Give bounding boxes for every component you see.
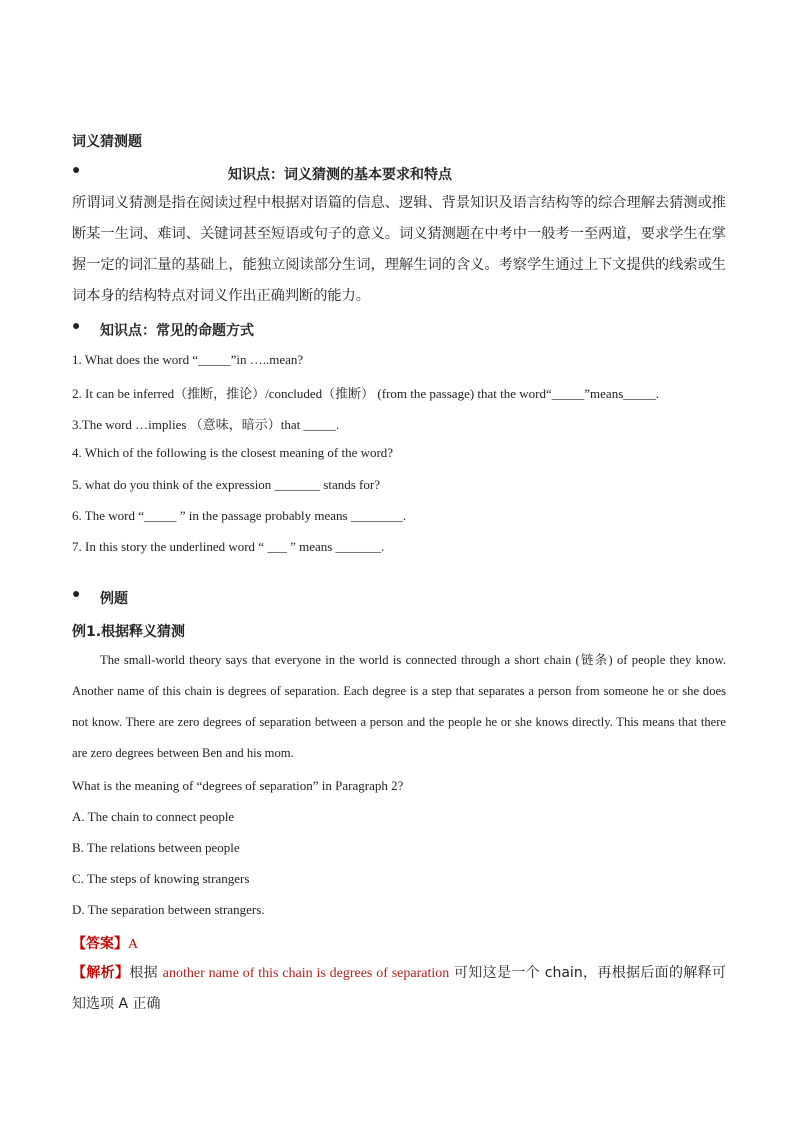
example-passage: The small-world theory says that everyone in the world is connected through a short chain (链条) of people they know. Another name of this chain is degrees of separation. Each degree is a step that separates a person from someone he or she does not know. There are zero degrees of separation between a person and the people he or she knows directly. This means that there are zero degrees between Ben and his mom. xyxy=(72,653,726,760)
bullet-icon: ● xyxy=(72,587,81,602)
analysis-paragraph xyxy=(72,958,726,1020)
analysis-text-2: 可知这是一个 chain，再根据后面的解释可知选项 A 正确 xyxy=(72,965,727,1012)
analysis-text-1: 根据 xyxy=(129,965,163,981)
bullet-icon: ● xyxy=(72,319,81,334)
option-d: D. The separation between strangers. xyxy=(72,902,265,917)
section-heading: 例题 xyxy=(100,591,128,607)
page-title: 词义猜测题 xyxy=(72,134,142,150)
pattern-item: 6. The word “_____ ” in the passage probably means ________. xyxy=(72,508,407,523)
example-title: 例1.根据释义猜测 xyxy=(72,624,186,640)
option-c: C. The steps of knowing strangers xyxy=(72,871,250,886)
pattern-item: 1. What does the word “_____”in …..mean? xyxy=(72,352,304,367)
option-b: B. The relations between people xyxy=(72,840,240,855)
knowledge-point-heading: 知识点：词义猜测的基本要求和特点 xyxy=(228,167,452,183)
bullet-icon: ● xyxy=(72,163,81,178)
pattern-item: 2. It can be inferred（推断，推论）/concluded（推断） (from the passage) that the word“_____”means_____. xyxy=(72,386,660,401)
answer-value: A xyxy=(128,937,139,952)
pattern-item: 4. Which of the following is the closest meaning of the word? xyxy=(72,445,394,460)
analysis-tag: 【解析】 xyxy=(72,965,130,981)
answer-tag: 【答案】 xyxy=(72,936,128,952)
answer-line xyxy=(72,933,138,953)
intro-paragraph: 所谓词义猜测是指在阅读过程中根据对语篇的信息、逻辑、背景知识及语言结构等的综合理解去猜测或推断某一生词、难词、关键词甚至短语或句子的意义。词义猜测题在中考中一般考一至两道，要求学生在掌握一定的词汇量的基础上，能独立阅读部分生词，理解生词的含义。考察学生通过上下文提供的线索或生词本身的结构特点对词义作出正确判断的能力。 xyxy=(72,195,726,304)
knowledge-point-heading: 知识点：常见的命题方式 xyxy=(100,323,254,339)
pattern-item: 5. what do you think of the expression _______ stands for? xyxy=(72,477,380,492)
option-a: A. The chain to connect people xyxy=(72,809,235,824)
pattern-item: 7. In this story the underlined word “ ___ ” means _______. xyxy=(72,539,385,554)
pattern-item: 3.The word …implies （意味，暗示）that _____. xyxy=(72,417,340,432)
question-text: What is the meaning of “degrees of separation” in Paragraph 2? xyxy=(72,778,404,793)
analysis-quote: another name of this chain is degrees of separation xyxy=(162,966,450,981)
